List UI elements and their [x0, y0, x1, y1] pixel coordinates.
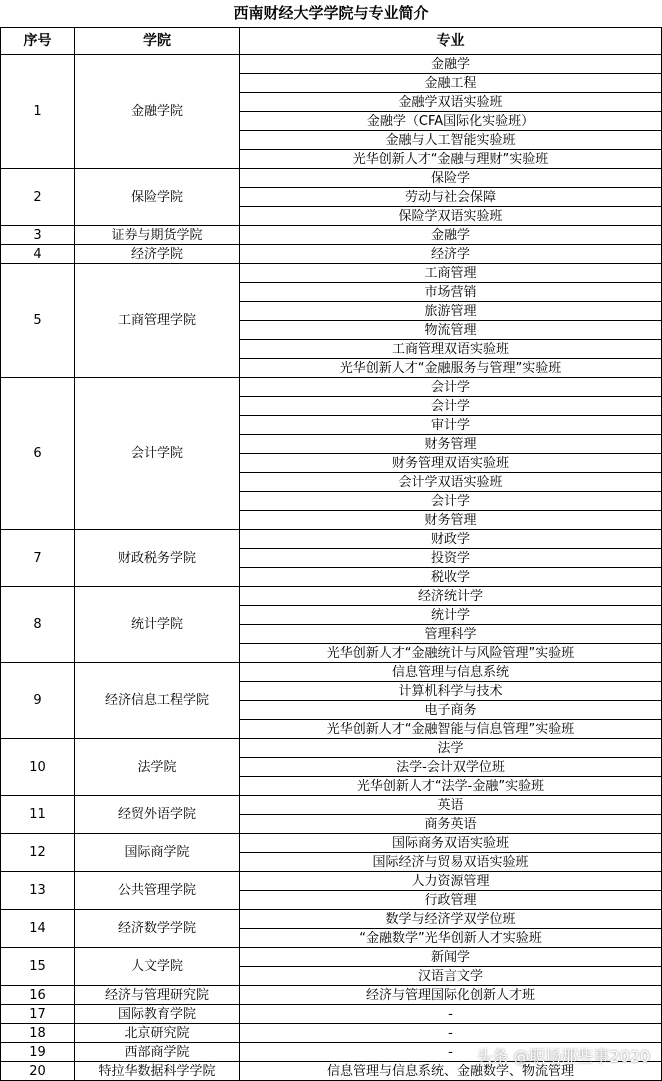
- row-index: 18: [1, 1024, 75, 1043]
- row-index: 1: [1, 55, 75, 169]
- major-name: “金融数学”光华创新人才实验班: [240, 929, 662, 948]
- table-row: [1, 1005, 662, 1024]
- row-index: 9: [1, 663, 75, 739]
- major-name: 新闻学: [240, 948, 662, 967]
- major-name: 法学: [240, 739, 662, 758]
- college-name: 工商管理学院: [75, 264, 240, 378]
- major-name: 行政管理: [240, 891, 662, 910]
- major-name: 金融学: [240, 55, 662, 74]
- table-row: [1, 663, 662, 682]
- major-name: 人力资源管理: [240, 872, 662, 891]
- table-row: [1, 169, 662, 188]
- table-row: [1, 1024, 662, 1043]
- major-name: 信息管理与信息系统、金融数学、物流管理: [240, 1062, 662, 1081]
- table-row: [1, 530, 662, 549]
- major-name: 光华创新人才“法学-金融”实验班: [240, 777, 662, 796]
- major-name: 审计学: [240, 416, 662, 435]
- college-name: 经济与管理研究院: [75, 986, 240, 1005]
- college-name: 国际教育学院: [75, 1005, 240, 1024]
- major-name: 电子商务: [240, 701, 662, 720]
- major-name: 管理科学: [240, 625, 662, 644]
- major-name: 国际商务双语实验班: [240, 834, 662, 853]
- table-row: [1, 226, 662, 245]
- major-name: 经济学: [240, 245, 662, 264]
- major-name: 经济与管理国际化创新人才班: [240, 986, 662, 1005]
- major-name: 光华创新人才“金融与理财”实验班: [240, 150, 662, 169]
- college-name: 国际商学院: [75, 834, 240, 872]
- major-name: 投资学: [240, 549, 662, 568]
- row-index: 7: [1, 530, 75, 587]
- header-college: 学院: [75, 28, 240, 55]
- college-name: 经济数学学院: [75, 910, 240, 948]
- major-name: 金融工程: [240, 74, 662, 93]
- major-name: 会计学: [240, 378, 662, 397]
- major-name: 光华创新人才“金融服务与管理”实验班: [240, 359, 662, 378]
- watermark: 头条 @职场那些事2020: [476, 1047, 650, 1066]
- major-name: 汉语言文学: [240, 967, 662, 986]
- major-name: 旅游管理: [240, 302, 662, 321]
- college-name: 会计学院: [75, 378, 240, 530]
- major-name: 劳动与社会保障: [240, 188, 662, 207]
- major-name: 会计学: [240, 397, 662, 416]
- major-name: 商务英语: [240, 815, 662, 834]
- row-index: 8: [1, 587, 75, 663]
- major-name: 法学-会计双学位班: [240, 758, 662, 777]
- table-row: [1, 587, 662, 606]
- header-major: 专业: [240, 28, 662, 55]
- major-name: 保险学: [240, 169, 662, 188]
- major-name: 工商管理: [240, 264, 662, 283]
- college-name: 经贸外语学院: [75, 796, 240, 834]
- header-row: [1, 28, 662, 55]
- table-row: [1, 796, 662, 815]
- college-name: 证券与期货学院: [75, 226, 240, 245]
- major-name: 光华创新人才“金融统计与风险管理”实验班: [240, 644, 662, 663]
- major-name: 经济统计学: [240, 587, 662, 606]
- row-index: 5: [1, 264, 75, 378]
- row-index: 14: [1, 910, 75, 948]
- major-name: 光华创新人才“金融智能与信息管理”实验班: [240, 720, 662, 739]
- table-row: [1, 245, 662, 264]
- major-name: 财务管理双语实验班: [240, 454, 662, 473]
- row-index: 11: [1, 796, 75, 834]
- row-index: 6: [1, 378, 75, 530]
- major-name: 金融学双语实验班: [240, 93, 662, 112]
- table-row: [1, 55, 662, 74]
- college-name: 特拉华数据科学学院: [75, 1062, 240, 1081]
- major-name: 税收学: [240, 568, 662, 587]
- table-row: [1, 910, 662, 929]
- row-index: 17: [1, 1005, 75, 1024]
- major-name: 信息管理与信息系统: [240, 663, 662, 682]
- college-name: 财政税务学院: [75, 530, 240, 587]
- college-name: 公共管理学院: [75, 872, 240, 910]
- major-name: 金融与人工智能实验班: [240, 131, 662, 150]
- major-name: 英语: [240, 796, 662, 815]
- major-name: 会计学: [240, 492, 662, 511]
- row-index: 4: [1, 245, 75, 264]
- college-name: 金融学院: [75, 55, 240, 169]
- college-name: 经济学院: [75, 245, 240, 264]
- row-index: 10: [1, 739, 75, 796]
- college-name: 北京研究院: [75, 1024, 240, 1043]
- table-row: [1, 264, 662, 283]
- major-name: -: [240, 1024, 662, 1043]
- major-name: 物流管理: [240, 321, 662, 340]
- table-row: [1, 986, 662, 1005]
- row-index: 16: [1, 986, 75, 1005]
- major-name: 数学与经济学双学位班: [240, 910, 662, 929]
- college-name: 法学院: [75, 739, 240, 796]
- row-index: 3: [1, 226, 75, 245]
- row-index: 2: [1, 169, 75, 226]
- major-name: 市场营销: [240, 283, 662, 302]
- row-index: 15: [1, 948, 75, 986]
- major-name: 工商管理双语实验班: [240, 340, 662, 359]
- college-name: 西部商学院: [75, 1043, 240, 1062]
- major-name: -: [240, 1005, 662, 1024]
- table-row: [1, 948, 662, 967]
- major-name: 财政学: [240, 530, 662, 549]
- major-name: -: [240, 1043, 662, 1062]
- table-row: [1, 872, 662, 891]
- major-name: 保险学双语实验班: [240, 207, 662, 226]
- table-title: 西南财经大学学院与专业简介: [1, 0, 662, 28]
- major-name: 财务管理: [240, 435, 662, 454]
- major-name: 金融学（CFA国际化实验班）: [240, 112, 662, 131]
- row-index: 12: [1, 834, 75, 872]
- table-row: [1, 834, 662, 853]
- row-index: 20: [1, 1062, 75, 1081]
- major-name: 统计学: [240, 606, 662, 625]
- college-name: 保险学院: [75, 169, 240, 226]
- table-row: [1, 378, 662, 397]
- college-name: 统计学院: [75, 587, 240, 663]
- major-name: 财务管理: [240, 511, 662, 530]
- major-name: 国际经济与贸易双语实验班: [240, 853, 662, 872]
- table-row: [1, 739, 662, 758]
- major-name: 会计学双语实验班: [240, 473, 662, 492]
- row-index: 13: [1, 872, 75, 910]
- college-name: 经济信息工程学院: [75, 663, 240, 739]
- row-index: 19: [1, 1043, 75, 1062]
- table-body: [1, 55, 662, 1081]
- header-index: 序号: [1, 28, 75, 55]
- major-name: 计算机科学与技术: [240, 682, 662, 701]
- college-name: 人文学院: [75, 948, 240, 986]
- title-row: [1, 0, 662, 28]
- major-name: 金融学: [240, 226, 662, 245]
